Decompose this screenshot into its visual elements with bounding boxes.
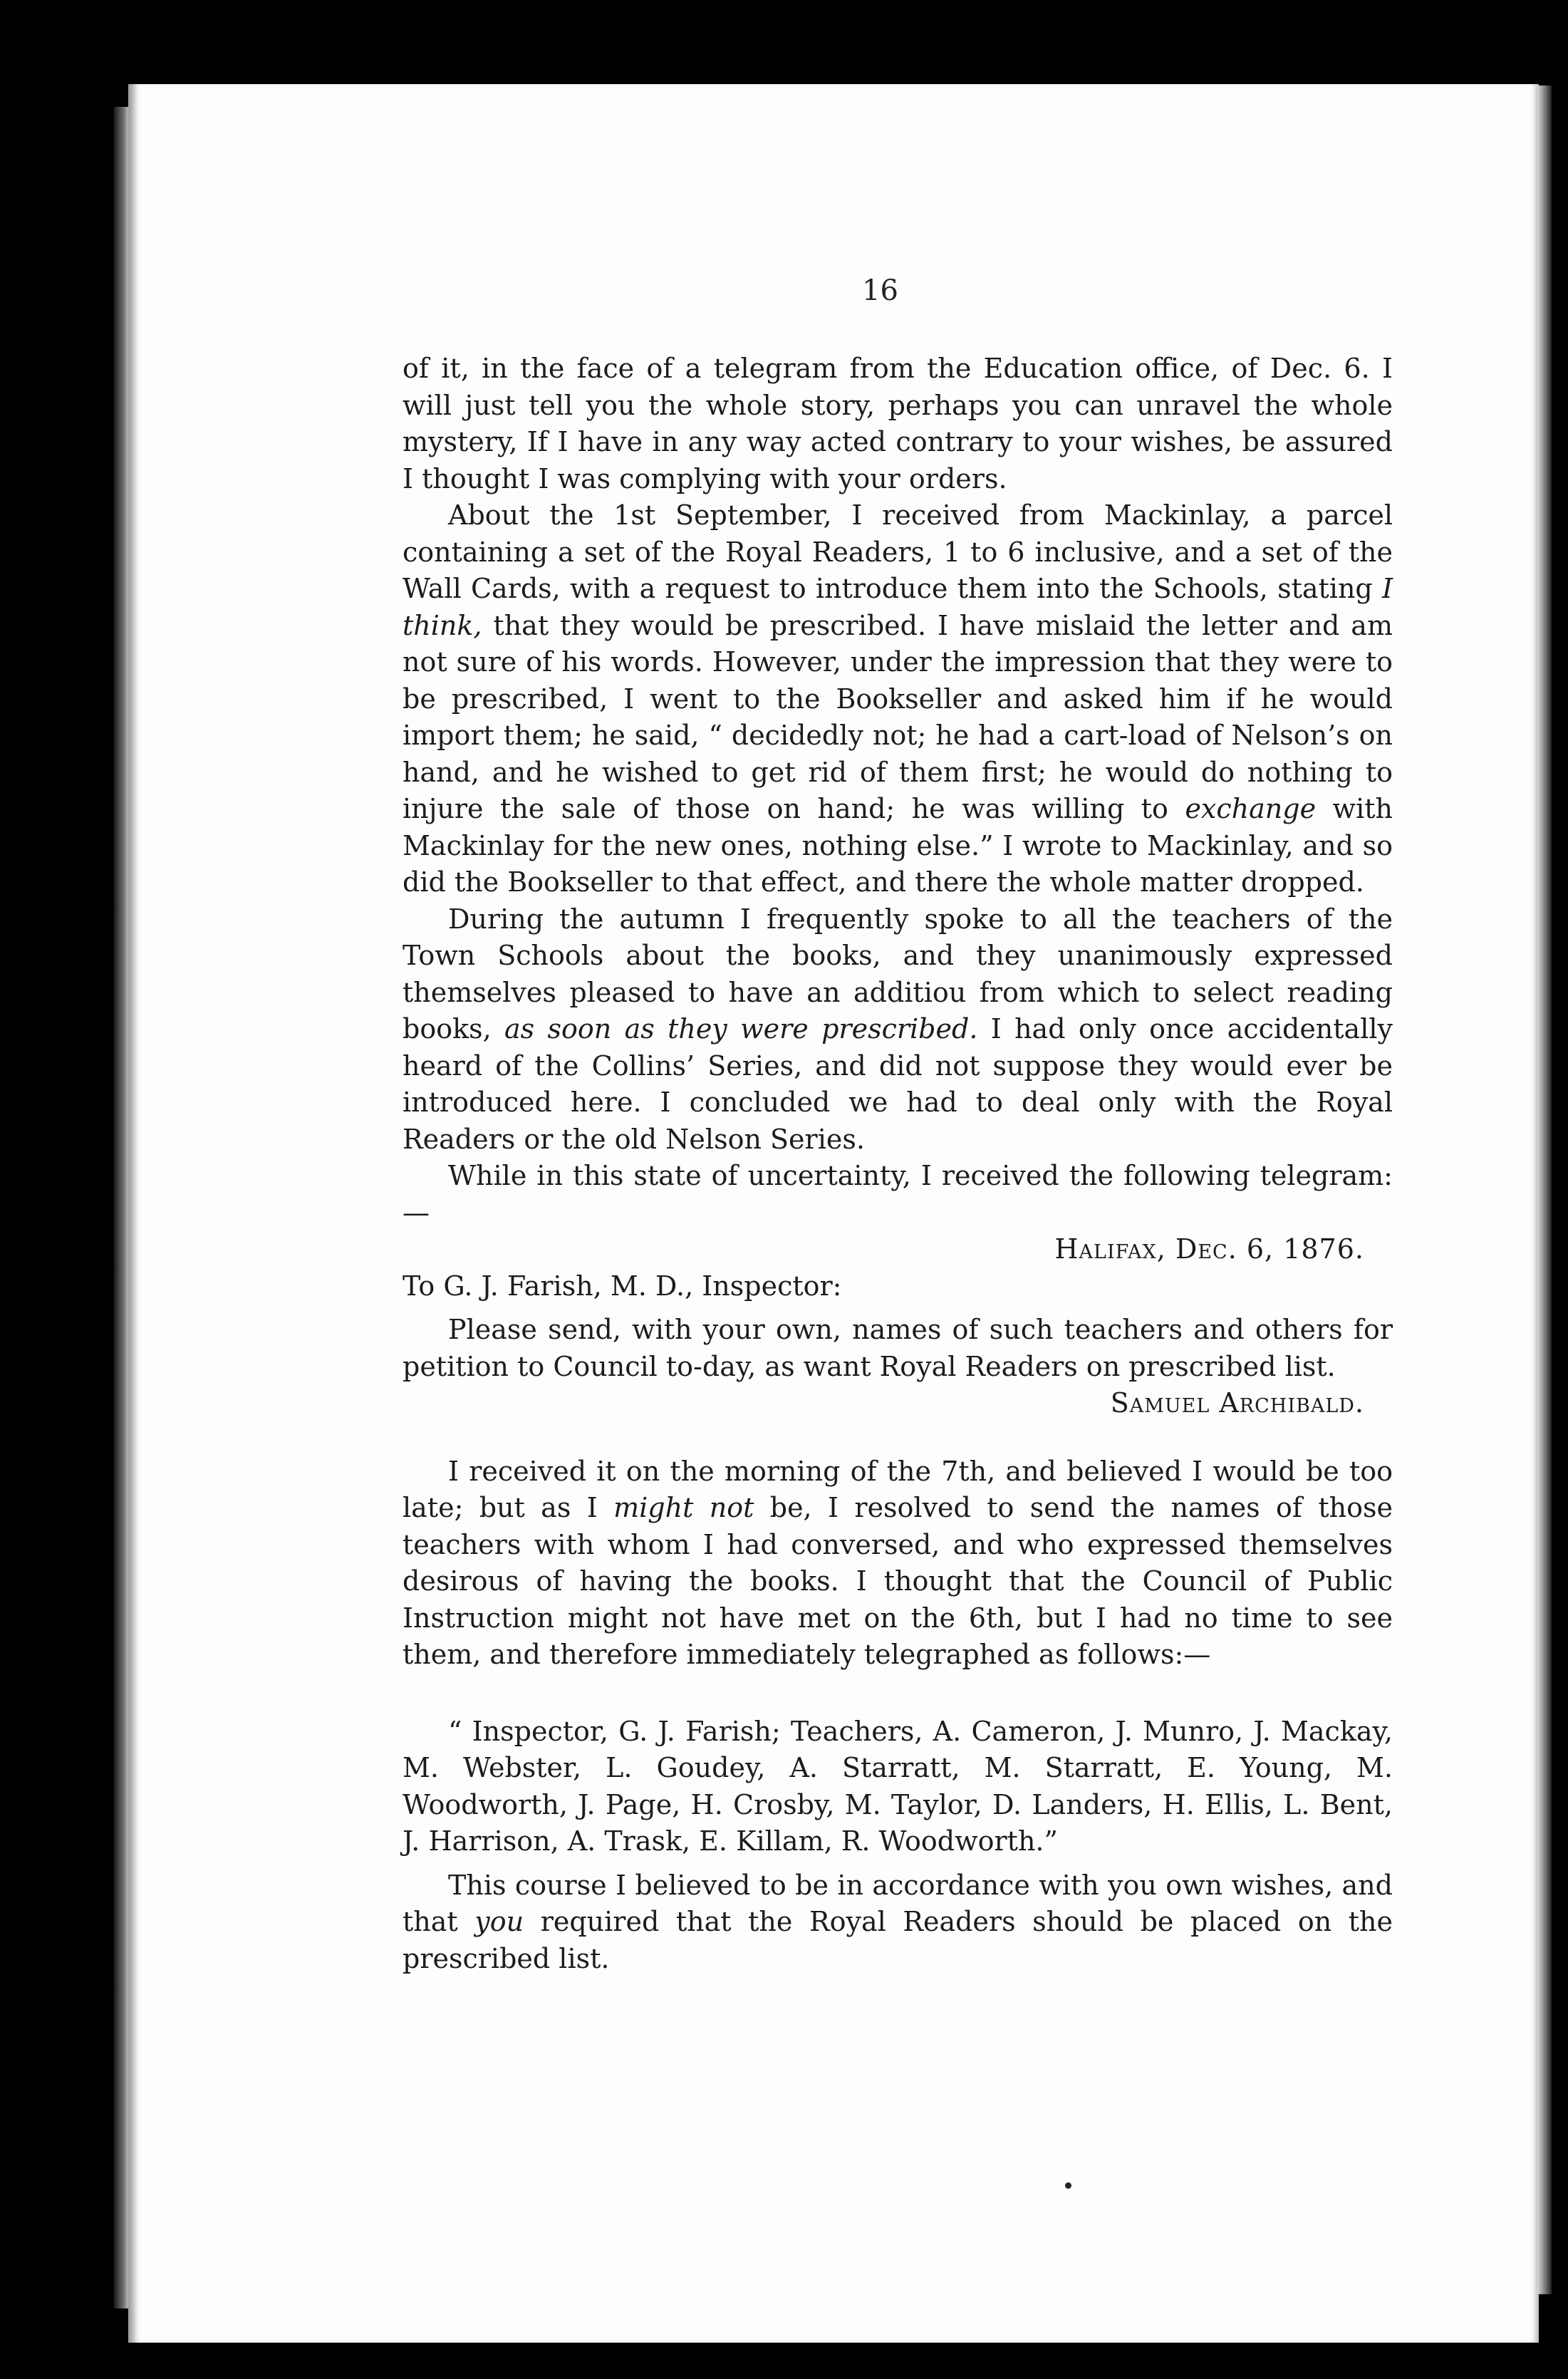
text-run: I received it on the morning of the 7th, and believed I would be too late; but as I <box>403 1455 1393 1523</box>
text-run: required that the Royal Readers should be placed on the prescribed list. <box>403 1906 1393 1974</box>
telegram-recipient: To G. J. Farish, M. D., Inspector: <box>403 1270 842 1302</box>
text-run: that they would be prescribed. I have mislaid the letter and am not sure of his words. However, under the impression that they were to be prescribed, I went to the Bookseller and asked him if he would import them; he said, “ decidedly not; he had a cart-load of Nelson’s on hand, and he wished to get rid of them first; he would do nothing to injure the sale of those on hand; he was willing to <box>403 609 1393 824</box>
text-run: During the autumn I frequently spoke to all the teachers of the Town Schools about the books, and they unanimously expressed themselves pleased to have an additiou from which to select reading books, <box>403 903 1393 1045</box>
paragraph-continuation: of it, in the face of a telegram from the Education office, of Dec. 6. I will just tell you the whole story, perhaps you can unravel the whole mystery, If I have in any way acted contrary to your wishes, be assured I thought I was complying with your orders. <box>403 353 1393 494</box>
ink-speck <box>1065 2182 1071 2189</box>
telegram-place-date: Halifax, Dec. 6, 1876. <box>1054 1233 1364 1265</box>
page-number: 16 <box>862 274 898 307</box>
page-left-edge-shadow <box>114 107 130 2308</box>
body-text <box>403 264 1393 1977</box>
paragraph-course <box>403 1867 1393 1978</box>
text-run: be, I resolved to send the names of those teachers with whom I had conversed, and who expressed themselves desirous of having the books. I thought that the Council of Public Instruction might not have met on the 6th, but I had no time to see them, and therefore immediately telegraphed as follows:— <box>403 1492 1393 1670</box>
page-right-edge-shadow <box>1537 85 1552 2294</box>
paragraph-autumn <box>403 901 1393 1159</box>
text-run: This course I believed to be in accordance with you own wishes, and that <box>403 1869 1393 1937</box>
emphasis-text: I think, <box>403 573 1393 641</box>
telegram-body: Please send, with your own, names of such teachers and others for petition to Council to-day, as want Royal Readers on prescribed list. <box>403 1314 1393 1382</box>
emphasis-text: might not <box>613 1492 754 1523</box>
paragraph-mackinlay-parcel <box>403 497 1393 901</box>
emphasis-text: as soon as they were prescribed. <box>504 1013 978 1045</box>
paragraph-uncertainty: While in this state of uncertainty, I received the following telegram:— <box>403 1160 1393 1228</box>
reply-telegram-names: “ Inspector, G. J. Farish; Teachers, A. Cameron, J. Munro, J. Mackay, M. Webster, L. Goudey, A. Starratt, M. Starratt, E. Young, M. Woodworth, J. Page, H. Crosby, M. Taylor, D. Landers, H. Ellis, L. Bent, J. Harrison, A. Trask, E. Killam, R. Woodworth.” <box>403 1715 1393 1857</box>
emphasis-text: exchange <box>1185 793 1317 824</box>
paragraph-received <box>403 1453 1393 1674</box>
emphasis-text: you <box>474 1906 524 1937</box>
telegram-signature: Samuel Archibald. <box>1110 1387 1364 1419</box>
text-run: I had only once accidentally heard of the Collins’ Series, and did not suppose they would ever be introduced here. I concluded we had to deal only with the Royal Readers or the old Nelson Series. <box>403 1013 1393 1155</box>
text-run: About the 1st September, I received from Mackinlay, a parcel containing a set of the Royal Readers, 1 to 6 inclusive, and a set of the Wall Cards, with a request to introduce them into the Schools, stating <box>403 499 1393 604</box>
text-run: with Mackinlay for the new ones, nothing else.” I wrote to Mackinlay, and so did the Bookseller to that effect, and there the whole matter dropped. <box>403 793 1393 898</box>
